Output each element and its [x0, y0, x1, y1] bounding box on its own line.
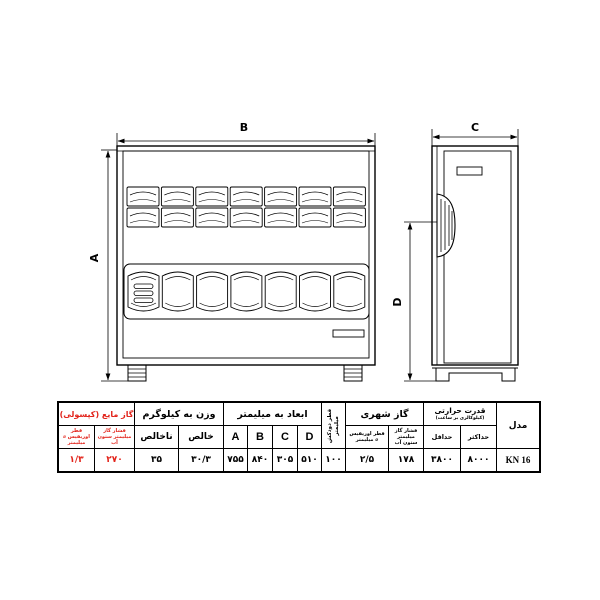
- louver-blade: [233, 192, 259, 195]
- top-grille-louver: [127, 208, 159, 227]
- front-body: [117, 146, 375, 365]
- louver-frame: [299, 208, 331, 227]
- side-vent-slot: [457, 167, 482, 175]
- header-weight-label: وزن به کیلوگرم: [142, 408, 216, 420]
- top-grille-louver: [196, 187, 228, 206]
- louver-blade: [302, 200, 328, 203]
- subheader-dim-b: B: [248, 426, 272, 448]
- louver-blade: [199, 221, 225, 224]
- louver-blade: [130, 200, 156, 203]
- louver-frame: [196, 187, 228, 206]
- name-plate: [333, 330, 364, 337]
- panel-outline: [265, 272, 296, 311]
- subheader-dim-c: C: [273, 426, 297, 448]
- louver-blade: [302, 192, 328, 195]
- lower-grille-panel: [162, 272, 193, 311]
- dimension-d: [391, 222, 437, 381]
- subheader-heat-min: حداقل: [424, 426, 460, 448]
- panel-curve: [131, 277, 156, 281]
- louver-blade: [199, 192, 225, 195]
- panel-curve: [268, 277, 293, 281]
- louver-blade: [130, 221, 156, 224]
- lower-grille-panel: [334, 272, 365, 311]
- louver-blade: [336, 213, 362, 216]
- louver-blade: [268, 200, 294, 203]
- header-flue-diameter-line2: میلیمتر: [333, 415, 340, 436]
- lower-grille-panel: [265, 272, 296, 311]
- value-model: [497, 449, 539, 471]
- top-grille-louver: [161, 208, 193, 227]
- louver-blade: [233, 213, 259, 216]
- value-lpg-pressure: ۲۷۰: [95, 449, 134, 471]
- subheader-heat-max: حداکثر: [461, 426, 496, 448]
- louver-blade: [268, 213, 294, 216]
- louver-blade: [336, 200, 362, 203]
- louver-blade: [302, 221, 328, 224]
- panel-curve: [268, 303, 293, 307]
- subheader-weight-gross: ناخالص: [135, 426, 178, 448]
- value-weight-net: ۳۰/۳: [179, 449, 223, 471]
- control-button: [134, 291, 153, 296]
- top-grille-louver: [230, 208, 262, 227]
- louver-blade: [164, 213, 190, 216]
- header-flue-diameter: [322, 403, 345, 448]
- top-grille-louver: [333, 208, 365, 227]
- louver-blade: [336, 221, 362, 224]
- louver-frame: [299, 187, 331, 206]
- louver-blade: [130, 192, 156, 195]
- dimension-c: [432, 121, 518, 146]
- header-flue-diameter-line1: قطر دودکش: [326, 408, 333, 443]
- header-dimensions-label: ابعاد به میلیمتر: [237, 408, 308, 420]
- value-dim-d: ۵۱۰: [298, 449, 321, 471]
- value-flue-diameter: ۱۰۰: [322, 449, 345, 471]
- control-button: [134, 284, 153, 289]
- louver-frame: [333, 187, 365, 206]
- dimension-a: [88, 150, 128, 381]
- header-weight: [135, 403, 223, 425]
- louver-blade: [199, 200, 225, 203]
- louver-frame: [230, 208, 262, 227]
- louver-blade: [336, 192, 362, 195]
- header-heat-output-unit: (کیلوکالری بر ساعت): [435, 415, 485, 421]
- louver-frame: [161, 208, 193, 227]
- dimension-b-label: B: [239, 121, 249, 134]
- subheader-lpg-pressure: فشار گاز میلیمتر ستون آب: [95, 426, 134, 448]
- header-lpg: [59, 403, 134, 425]
- value-weight-gross: ۳۵: [135, 449, 178, 471]
- panel-curve: [234, 303, 259, 307]
- louver-frame: [265, 208, 297, 227]
- header-lpg-label: گاز مایع (کپسولی): [59, 409, 134, 419]
- value-model-text: KN 16: [505, 455, 531, 465]
- value-dim-b: ۸۴۰: [248, 449, 272, 471]
- louver-frame: [127, 208, 159, 227]
- value-heat-max: ۸۰۰۰: [461, 449, 496, 471]
- panel-curve: [337, 277, 362, 281]
- louver-blade: [268, 192, 294, 195]
- side-view: [391, 121, 518, 381]
- louver-blade: [164, 221, 190, 224]
- panel-curve: [165, 277, 190, 281]
- louver-frame: [265, 187, 297, 206]
- top-grille: [127, 187, 365, 227]
- dimension-a-label: A: [88, 253, 101, 263]
- lower-grille: [128, 272, 365, 311]
- top-grille-louver: [127, 187, 159, 206]
- louver-frame: [196, 208, 228, 227]
- control-button: [134, 298, 153, 303]
- subheader-lpg-orifice: قطر اوریفیس ⌀ میلیمتر: [59, 426, 94, 448]
- top-grille-louver: [299, 208, 331, 227]
- top-grille-louver: [196, 208, 228, 227]
- dimension-d-label: D: [391, 297, 404, 307]
- panel-outline: [197, 272, 228, 311]
- subheader-weight-net: خالص: [179, 426, 223, 448]
- top-grille-louver: [333, 187, 365, 206]
- value-natural-gas-pressure: ۱۷۸: [389, 449, 423, 471]
- panel-curve: [234, 277, 259, 281]
- louver-blade: [233, 200, 259, 203]
- front-view: [88, 121, 375, 381]
- panel-outline: [300, 272, 331, 311]
- value-heat-min: ۳۸۰۰: [424, 449, 460, 471]
- subheader-dim-d: D: [298, 426, 321, 448]
- panel-curve: [200, 277, 225, 281]
- top-grille-louver: [265, 187, 297, 206]
- panel-curve: [200, 303, 225, 307]
- front-foot-right: [344, 365, 362, 381]
- top-grille-louver: [299, 187, 331, 206]
- dimension-b: [117, 121, 375, 147]
- spec-table: [57, 401, 541, 473]
- side-base: [432, 368, 518, 381]
- panel-curve: [337, 303, 362, 307]
- lower-grille-panel: [300, 272, 331, 311]
- dimension-c-label: C: [470, 121, 480, 134]
- control-knob: [437, 194, 455, 257]
- louver-frame: [333, 208, 365, 227]
- panel-outline: [128, 272, 159, 311]
- panel-curve: [165, 303, 190, 307]
- subheader-natural-gas-orifice: قطر اوریفیس ⌀ میلیمتر: [346, 426, 388, 448]
- header-heat-output: [424, 403, 496, 425]
- louver-frame: [127, 187, 159, 206]
- subheader-dim-a: A: [224, 426, 247, 448]
- louver-blade: [164, 200, 190, 203]
- panel-outline: [334, 272, 365, 311]
- side-body: [432, 146, 518, 365]
- panel-outline: [231, 272, 262, 311]
- header-model-label: مدل: [508, 420, 528, 431]
- louver-frame: [161, 187, 193, 206]
- header-dimensions: [224, 403, 321, 425]
- header-natural-gas: [346, 403, 423, 425]
- top-grille-louver: [161, 187, 193, 206]
- panel-curve: [303, 303, 328, 307]
- header-model: [497, 403, 539, 448]
- header-natural-gas-label: گاز شهری: [360, 408, 409, 420]
- lower-grille-panel: [197, 272, 228, 311]
- louver-blade: [199, 213, 225, 216]
- lower-grille-panel: [231, 272, 262, 311]
- header-flue-diameter-text: [323, 404, 345, 448]
- louver-blade: [302, 213, 328, 216]
- subheader-natural-gas-pressure: فشار گاز میلیمتر ستون آب: [389, 426, 423, 448]
- louver-blade: [130, 213, 156, 216]
- panel-outline: [162, 272, 193, 311]
- header-heat-output-label: قدرت حرارتی: [434, 405, 486, 415]
- louver-blade: [164, 192, 190, 195]
- front-foot-left: [128, 365, 146, 381]
- value-dim-a: ۷۵۵: [224, 449, 247, 471]
- louver-blade: [268, 221, 294, 224]
- louver-blade: [233, 221, 259, 224]
- value-dim-c: ۳۰۵: [273, 449, 297, 471]
- panel-curve: [303, 277, 328, 281]
- panel-curve: [131, 303, 156, 307]
- lower-grille-panel: [128, 272, 159, 311]
- value-lpg-orifice: ۱/۳: [59, 449, 94, 471]
- top-grille-louver: [230, 187, 262, 206]
- value-natural-gas-orifice: ۲/۵: [346, 449, 388, 471]
- top-grille-louver: [265, 208, 297, 227]
- louver-frame: [230, 187, 262, 206]
